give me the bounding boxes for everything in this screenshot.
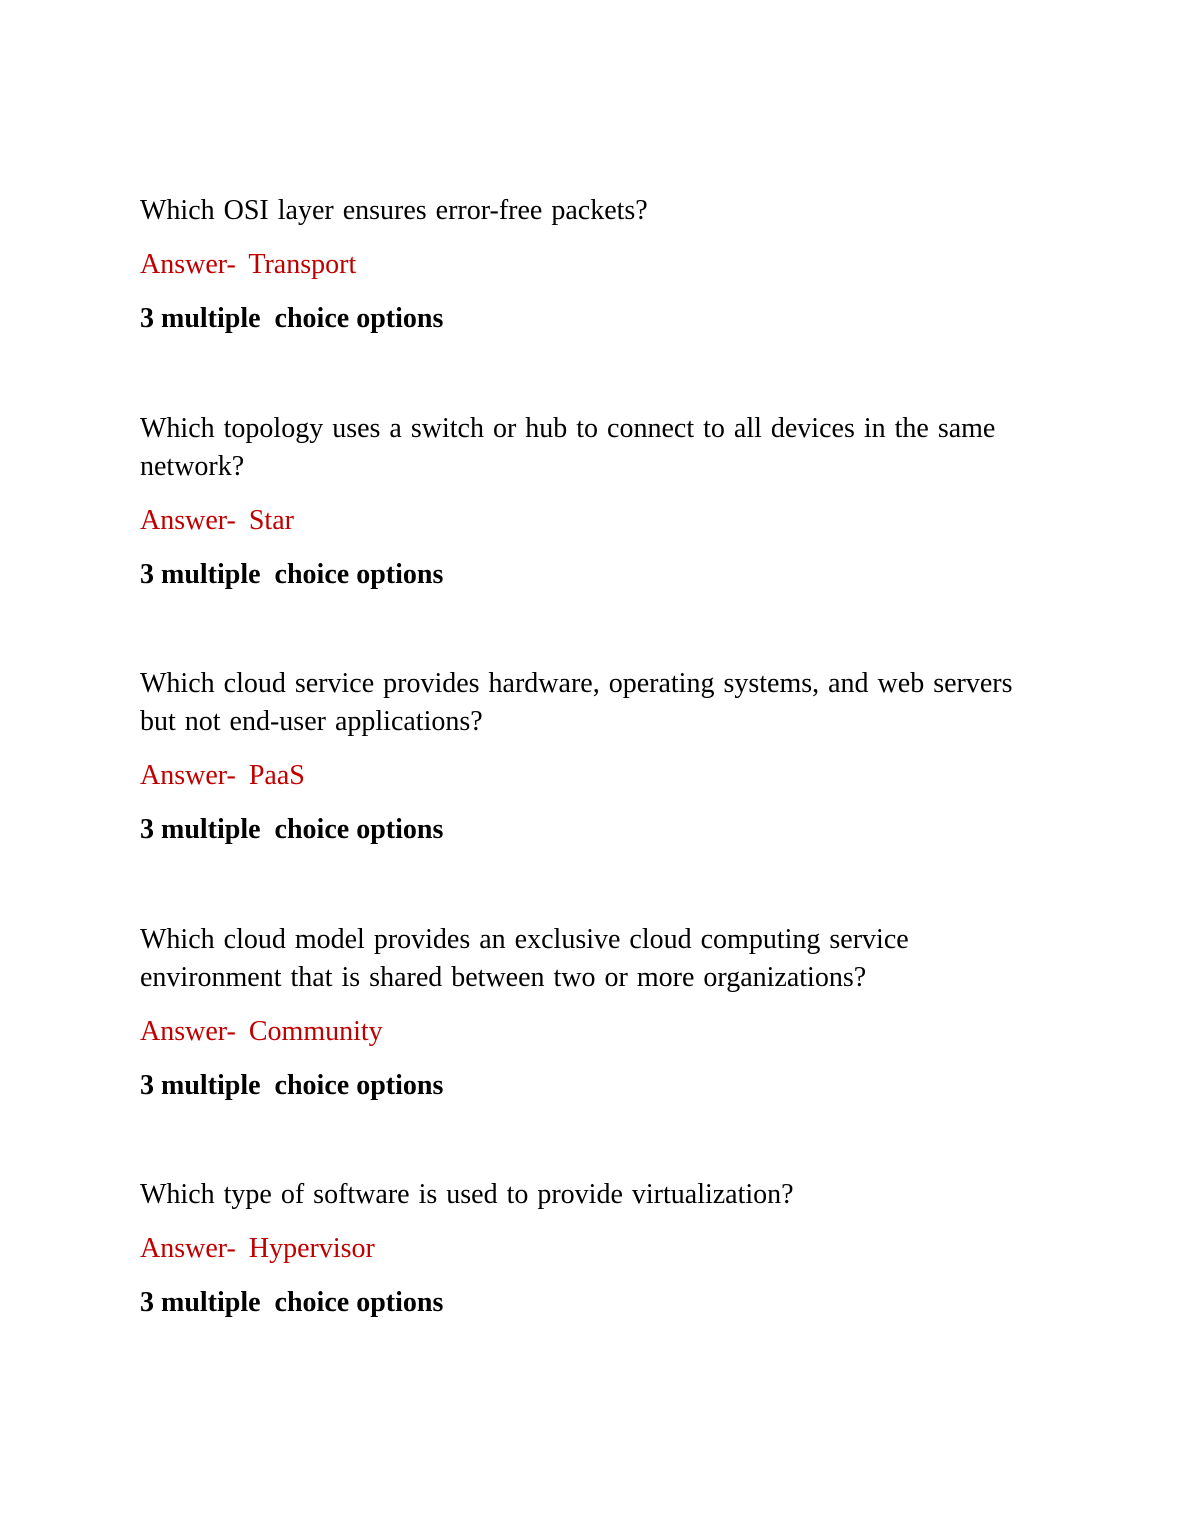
options-note: 3 multiple choice options: [140, 1287, 444, 1318]
answer-prefix: Answer-: [140, 760, 236, 791]
options-note: 3 multiple choice options: [140, 814, 444, 845]
options-note: 3 multiple choice options: [140, 1070, 444, 1101]
answer-prefix: Answer-: [140, 249, 236, 280]
answer-value: Community: [248, 1016, 383, 1047]
question-text: Which cloud service provides hardware, operating systems, and web servers but not end-user applications?: [140, 668, 1013, 737]
question-block: [140, 192, 1020, 338]
answer-line: [140, 502, 1020, 540]
question-block: [140, 665, 1020, 849]
question-text: Which OSI layer ensures error-free packets?: [140, 195, 648, 226]
question-block: [140, 921, 1020, 1105]
answer-line: [140, 1230, 1020, 1268]
answer-prefix: Answer-: [140, 505, 236, 536]
answer-value: Hypervisor: [248, 1233, 375, 1264]
answer-prefix: Answer-: [140, 1016, 236, 1047]
answer-line: [140, 1013, 1020, 1051]
answer-prefix: Answer-: [140, 1233, 236, 1264]
answer-value: Star: [248, 505, 294, 536]
answer-line: [140, 246, 1020, 284]
question-block: [140, 410, 1020, 594]
options-note: 3 multiple choice options: [140, 559, 444, 590]
answer-line: [140, 757, 1020, 795]
question-text: Which type of software is used to provide virtualization?: [140, 1179, 794, 1210]
question-text: Which topology uses a switch or hub to connect to all devices in the same network?: [140, 413, 996, 482]
question-block: [140, 1176, 1020, 1322]
answer-value: Transport: [248, 249, 357, 280]
answer-value: PaaS: [248, 760, 305, 791]
options-note: 3 multiple choice options: [140, 303, 444, 334]
question-text: Which cloud model provides an exclusive cloud computing service environment that is shared between two or more organizations?: [140, 924, 909, 993]
